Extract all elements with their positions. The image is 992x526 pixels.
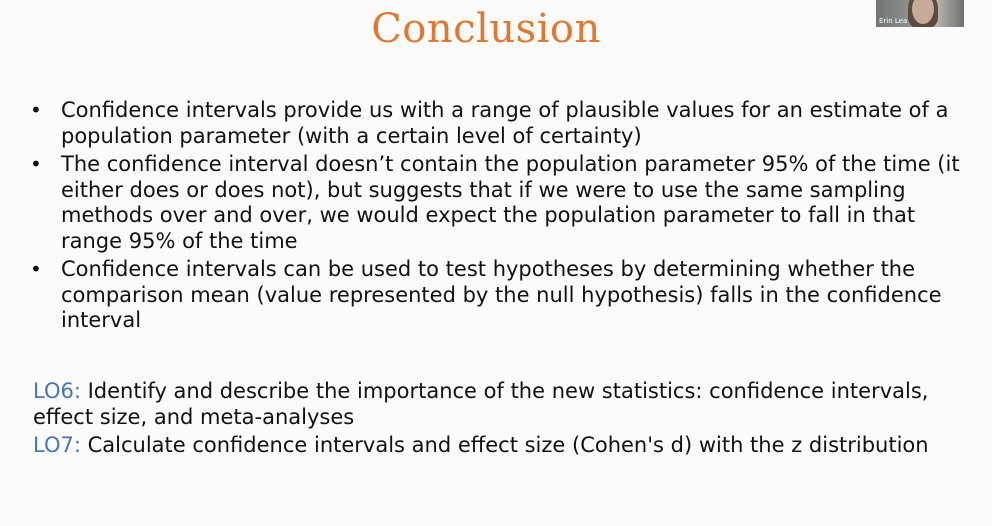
objective-text: Calculate confidence intervals and effect size (Cohen's d) with the z distribution	[80, 433, 929, 457]
bullet-icon: •	[30, 98, 42, 122]
bullet-text: The confidence interval doesn’t contain the population parameter 95% of the time (it either does or does not), but suggests that if we were to use the same sampling methods over and over, we would expect the population parameter to fall in that range 95% of the time	[61, 152, 960, 253]
objective-text: Identify and describe the importance of the new statistics: confidence intervals, effect size, and meta-analyses	[33, 379, 929, 429]
objective-code: LO7:	[33, 433, 81, 457]
bullet-text: Confidence intervals can be used to test hypotheses by determining whether the comparison mean (value represented by the null hypothesis) falls in the confidence interval	[61, 257, 942, 332]
participant-video-thumbnail[interactable]	[876, 0, 964, 27]
slide-title: Conclusion	[371, 6, 601, 52]
participant-name: Erin Lea	[879, 17, 908, 25]
learning-objectives	[33, 379, 963, 462]
learning-objective	[33, 379, 963, 430]
bullet-list	[30, 98, 970, 337]
learning-objective	[33, 433, 963, 459]
bullet-icon: •	[30, 152, 42, 176]
bullet-item	[30, 98, 970, 149]
objective-code: LO6:	[33, 379, 81, 403]
bullet-icon: •	[30, 257, 42, 281]
bullet-item	[30, 152, 970, 254]
bullet-item	[30, 257, 970, 334]
bullet-text: Confidence intervals provide us with a range of plausible values for an estimate of a population parameter (with a certain level of certainty)	[61, 98, 949, 148]
